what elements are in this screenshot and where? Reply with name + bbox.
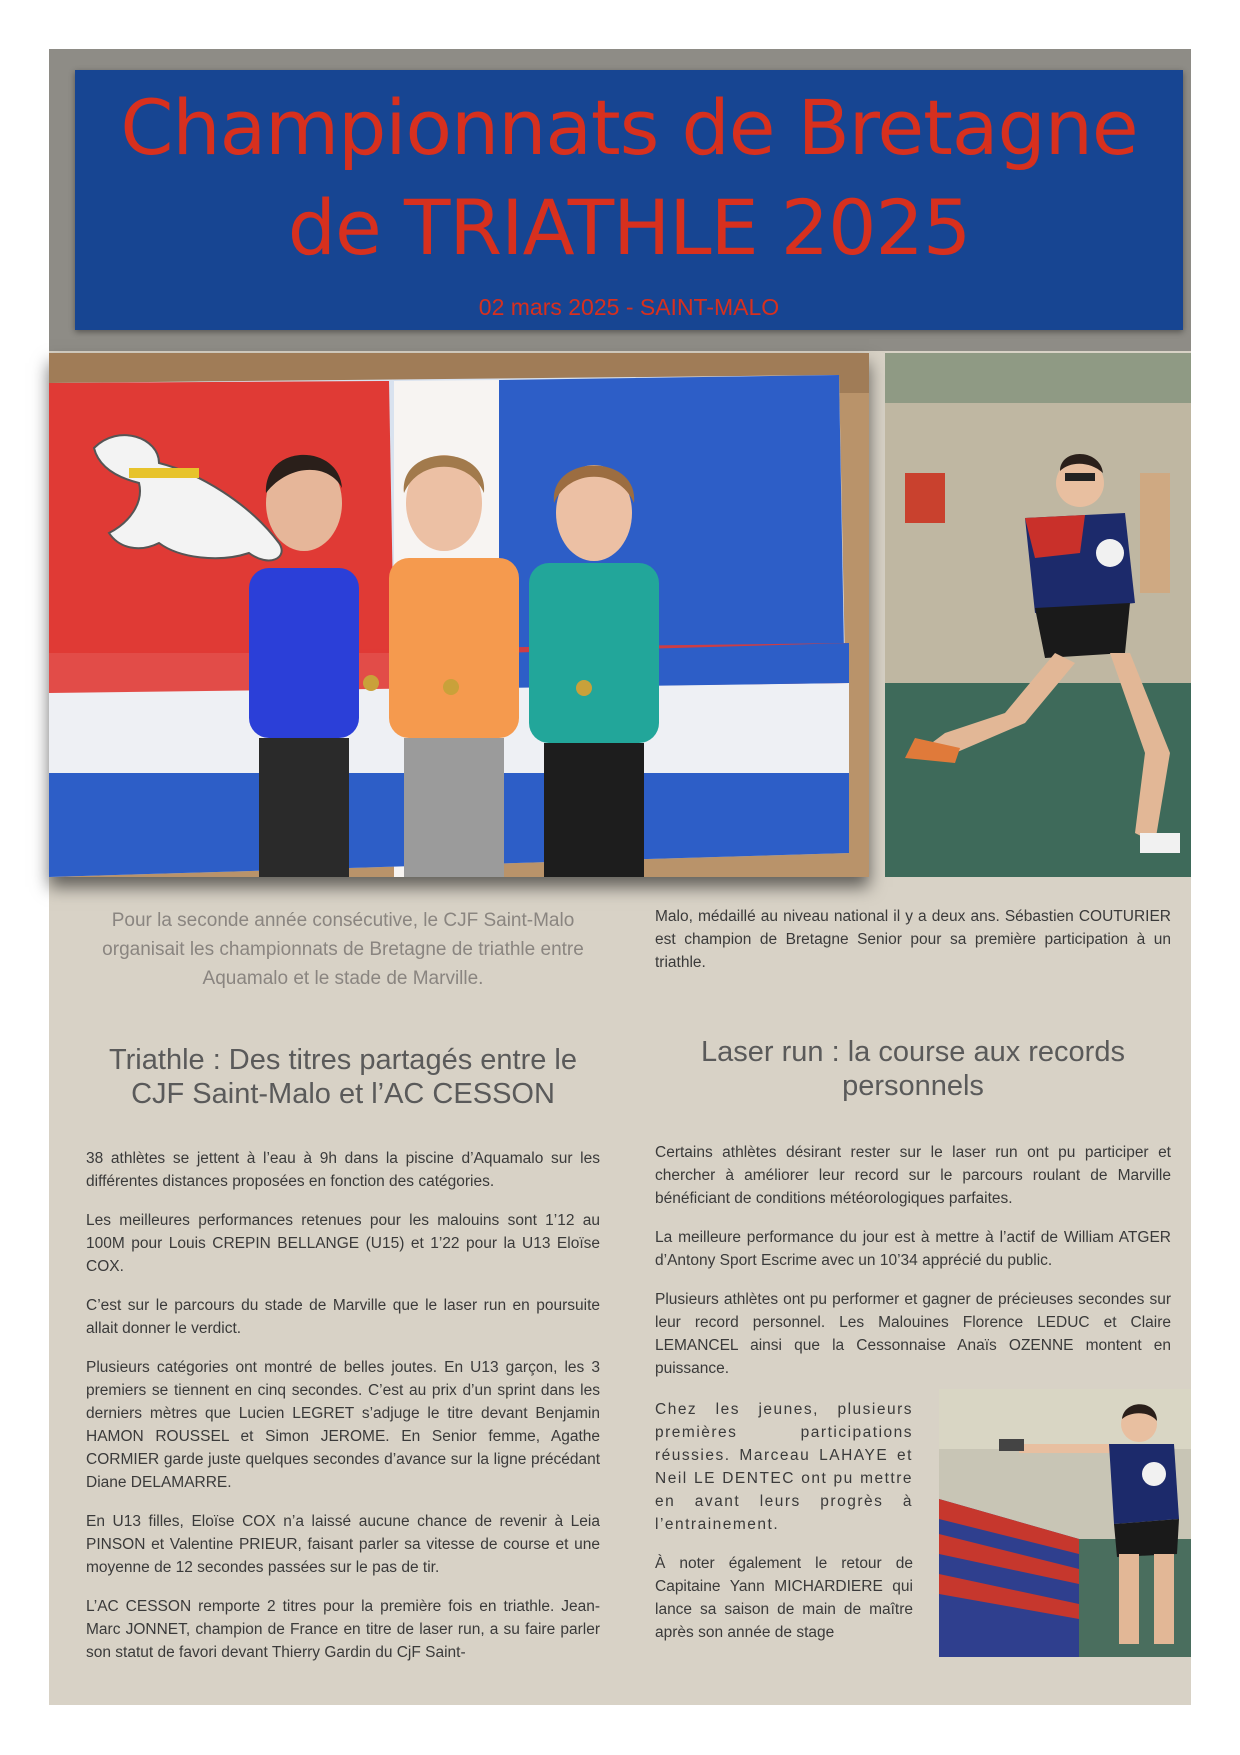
laser-run-youth	[655, 1398, 913, 1660]
laser-run-heading: Laser run : la course aux records personnels	[701, 1036, 1125, 1102]
triathle-paragraph-1: 38 athlètes se jettent à l’eau à 9h dans la piscine d’Aquamalo sur les différentes distances proposées en fonction des catégories.	[86, 1150, 600, 1190]
page-title	[75, 70, 1183, 278]
triathle-body	[86, 1147, 600, 1680]
continuation-paragraph: Malo, médaillé au niveau national il y a deux ans. Sébastien COUTURIER est champion de Bretagne Senior pour sa première participation à un triathle.	[655, 908, 1171, 971]
triathle-paragraph-6: L’AC CESSON remporte 2 titres pour la première fois en triathle. Jean-Marc JONNET, champion de France en titre de laser run, a su faire parler son statut de favori devant Thierry Gardin du CjF Saint-	[86, 1598, 600, 1661]
triathle-continuation	[655, 905, 1171, 990]
laser-run-body	[655, 1141, 1171, 1396]
header-banner	[75, 70, 1183, 330]
shooter-photo	[939, 1389, 1191, 1657]
date-location: 02 mars 2025 - SAINT-MALO	[478, 294, 780, 320]
laser-run-paragraph-2: La meilleure performance du jour est à mettre à l’actif de William ATGER d’Antony Sport Escrime avec un 10’34 apprécié du public.	[655, 1229, 1171, 1269]
podium-photo-illustration	[49, 353, 869, 877]
laser-run-paragraph-3: Plusieurs athlètes ont pu performer et gagner de précieuses secondes sur leur record personnel. Les Malouines Florence LEDUC et Claire LEMANCEL ainsi que la Cessonnaise Anaïs OZENNE montent en puissance.	[655, 1291, 1171, 1377]
triathle-paragraph-5: En U13 filles, Eloïse COX n’a laissé aucune chance de revenir à Leia PINSON et Valentine PRIEUR, faisant parler sa vitesse de course et une moyenne de 12 secondes passées sur le pas de tir.	[86, 1513, 600, 1576]
note-paragraph: À noter également le retour de Capitaine Yann MICHARDIERE qui lance sa saison de main de maître après son année de stage	[655, 1555, 913, 1641]
triathle-paragraph-2: Les meilleures performances retenues pour les malouins sont 1’12 au 100M pour Louis CREPIN BELLANGE (U15) et 1’22 pour la U13 Eloïse COX.	[86, 1212, 600, 1275]
runner-photo	[885, 353, 1191, 877]
triathle-heading: Triathle : Des titres partagés entre le CJF Saint-Malo et l’AC CESSON	[109, 1044, 577, 1110]
triathle-paragraph-3: C’est sur le parcours du stade de Marville que le laser run en poursuite allait donner le verdict.	[86, 1297, 600, 1337]
triathle-paragraph-4: Plusieurs catégories ont montré de belles joutes. En U13 garçon, les 3 premiers se tiennent en cinq secondes. C’est au prix d’un sprint dans les derniers mètres que Lucien LEGRET s’adjuge le titre devant Benjamin HAMON ROUSSEL et Simon JEROME. En Senior femme, Agathe CORMIER garde juste quelques secondes d’avance sur la ligne précédant Diane DELAMARRE.	[86, 1359, 600, 1491]
runner-photo-illustration	[885, 353, 1191, 877]
title-line-1: Championnats de Bretagne	[120, 83, 1138, 172]
youth-paragraph: Chez les jeunes, plusieurs premières participations réussies. Marceau LAHAYE et Neil LE DENTEC ont pu mettre en avant leurs progrès à l’entrainement.	[655, 1401, 913, 1533]
shooter-photo-illustration	[939, 1389, 1191, 1657]
title-line-2: de TRIATHLE 2025	[287, 183, 971, 272]
laser-run-paragraph-1: Certains athlètes désirant rester sur le laser run ont pu participer et chercher à améliorer leur record sur le parcours roulant de Marville bénéficiant de conditions météorologiques parfaites.	[655, 1144, 1171, 1207]
intro-text: Pour la seconde année consécutive, le CJF Saint-Malo organisait les championnats de Bretagne de triathle entre Aquamalo et le stade de Marville.	[102, 910, 584, 989]
podium-photo	[49, 353, 869, 877]
